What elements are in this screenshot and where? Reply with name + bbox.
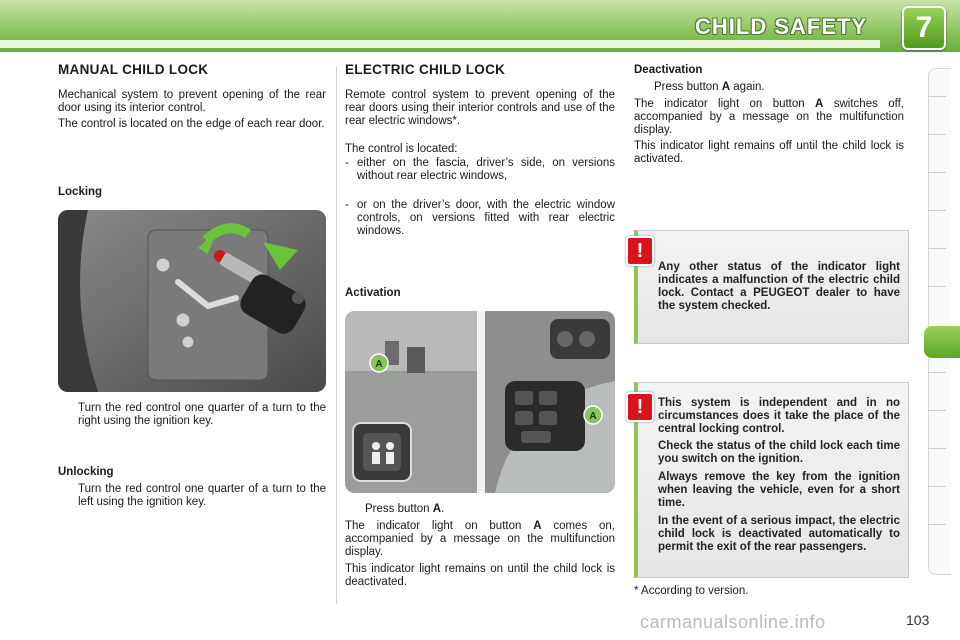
warning-icon: ! [626,236,654,266]
header-stripe [0,40,880,48]
list-dash: - [345,157,349,169]
manual-intro-1: Mechanical system to prevent opening of the rear door using its interior control. [58,89,326,114]
indicator-text: The indicator light on button [345,520,534,532]
watermark: carmanualsonline.info [640,612,826,632]
button-a-label: A [815,98,824,110]
warning-safety-p3: Always remove the key from the ignition when leaving the vehicle, even for a short time. [658,471,900,509]
side-tab-divider [928,96,946,97]
side-tab-divider [928,248,946,249]
activation-indicator-text [345,520,615,559]
side-tab-divider [928,134,946,135]
activation-instruction [365,503,615,516]
side-tab-divider [928,286,946,287]
unlocking-heading: Unlocking [58,466,114,478]
control-location-photo [345,311,615,493]
unlocking-step [58,483,326,509]
chapter-title: CHILD SAFETY [695,14,868,39]
deactivation-step [634,81,904,94]
chapter-number-badge: 7 [902,6,946,50]
warning-icon: ! [626,392,654,422]
indicator-text-end: comes on, accompanied by a message on the multifunction display. [345,520,615,558]
callout-a-door: A [589,411,597,422]
button-a-label: A [533,520,542,532]
side-tab-active-chapter[interactable] [924,326,960,358]
side-tab-divider [928,486,946,487]
deactivation-indicator-text [634,98,904,137]
deactivation-heading: Deactivation [634,64,703,76]
page-number: 103 [906,612,930,628]
control-located-text: The control is located: [345,143,458,155]
warning-box-malfunction [634,230,909,344]
press-text-end: . [441,503,445,515]
warning-box-safety [634,382,909,578]
location-item-1-text: either on the fascia, driver’s side, on versions without rear electric windows, [357,157,615,182]
location-item-2 [345,199,615,238]
warning-safety-p4: In the event of a serious impact, the electric child lock is deactivated automatically to permit the exit of the rear passengers. [658,515,900,553]
indicator-text: The indicator light on button [634,98,816,110]
deactivation-remains-text: This indicator light remains off until the child lock is activated. [634,140,904,165]
warning-safety-p2: Check the status of the child lock each time you switch on the ignition. [658,440,900,465]
column-divider [336,66,337,604]
indicator-text-end: switches off, accompanied by a message on the multifunction display. [634,98,904,136]
electric-intro: Remote control system to prevent opening of the rear doors using their interior controls and use of the rear electric windows*. [345,89,615,127]
electric-child-lock-heading: ELECTRIC CHILD LOCK [345,62,506,77]
location-item-2-text: or on the driver’s door, with the electric window controls, on versions fitted with rear electric windows. [357,199,615,237]
door-lock-photo [58,210,326,392]
button-a-label: A [432,503,442,515]
side-tab-divider [928,372,946,373]
side-tab-divider [928,448,946,449]
locking-instruction: Turn the red control one quarter of a turn to the right using the ignition key. [78,402,326,427]
side-tab-divider [928,210,946,211]
activation-remains-text: This indicator light remains on until the child lock is deactivated. [345,563,615,588]
deactivation-instruction [654,81,904,94]
warning-safety-p1: This system is independent and in no circumstances does it take the place of the central locking control. [658,397,900,435]
locking-step [58,402,326,428]
press-text-end: again. [730,81,765,93]
manual-intro-2: The control is located on the edge of each rear door. [58,118,325,130]
unlocking-instruction: Turn the red control one quarter of a turn to the left using the ignition key. [78,483,326,508]
side-tab-divider [928,524,946,525]
side-tab-divider [928,410,946,411]
callout-a-fascia: A [375,359,383,370]
button-a-label: A [721,81,731,93]
door-lock-illustration [58,210,326,392]
location-item-1 [345,157,615,183]
press-text: Press button [365,503,433,515]
footnote: * According to version. [634,585,749,597]
chapter-side-tabs [928,68,951,575]
list-dash: - [345,199,349,211]
activation-step [345,503,615,516]
activation-heading: Activation [345,287,401,299]
press-text: Press button [654,81,722,93]
warning-malfunction-text: Any other status of the indicator light indicates a malfunction of the electric child lock. Contact a PEUGEOT dealer to have the system checked. [658,261,900,312]
side-tab-divider [928,172,946,173]
manual-child-lock-heading: MANUAL CHILD LOCK [58,62,209,77]
dashboard-door-illustration [345,311,615,493]
locking-heading: Locking [58,186,103,198]
